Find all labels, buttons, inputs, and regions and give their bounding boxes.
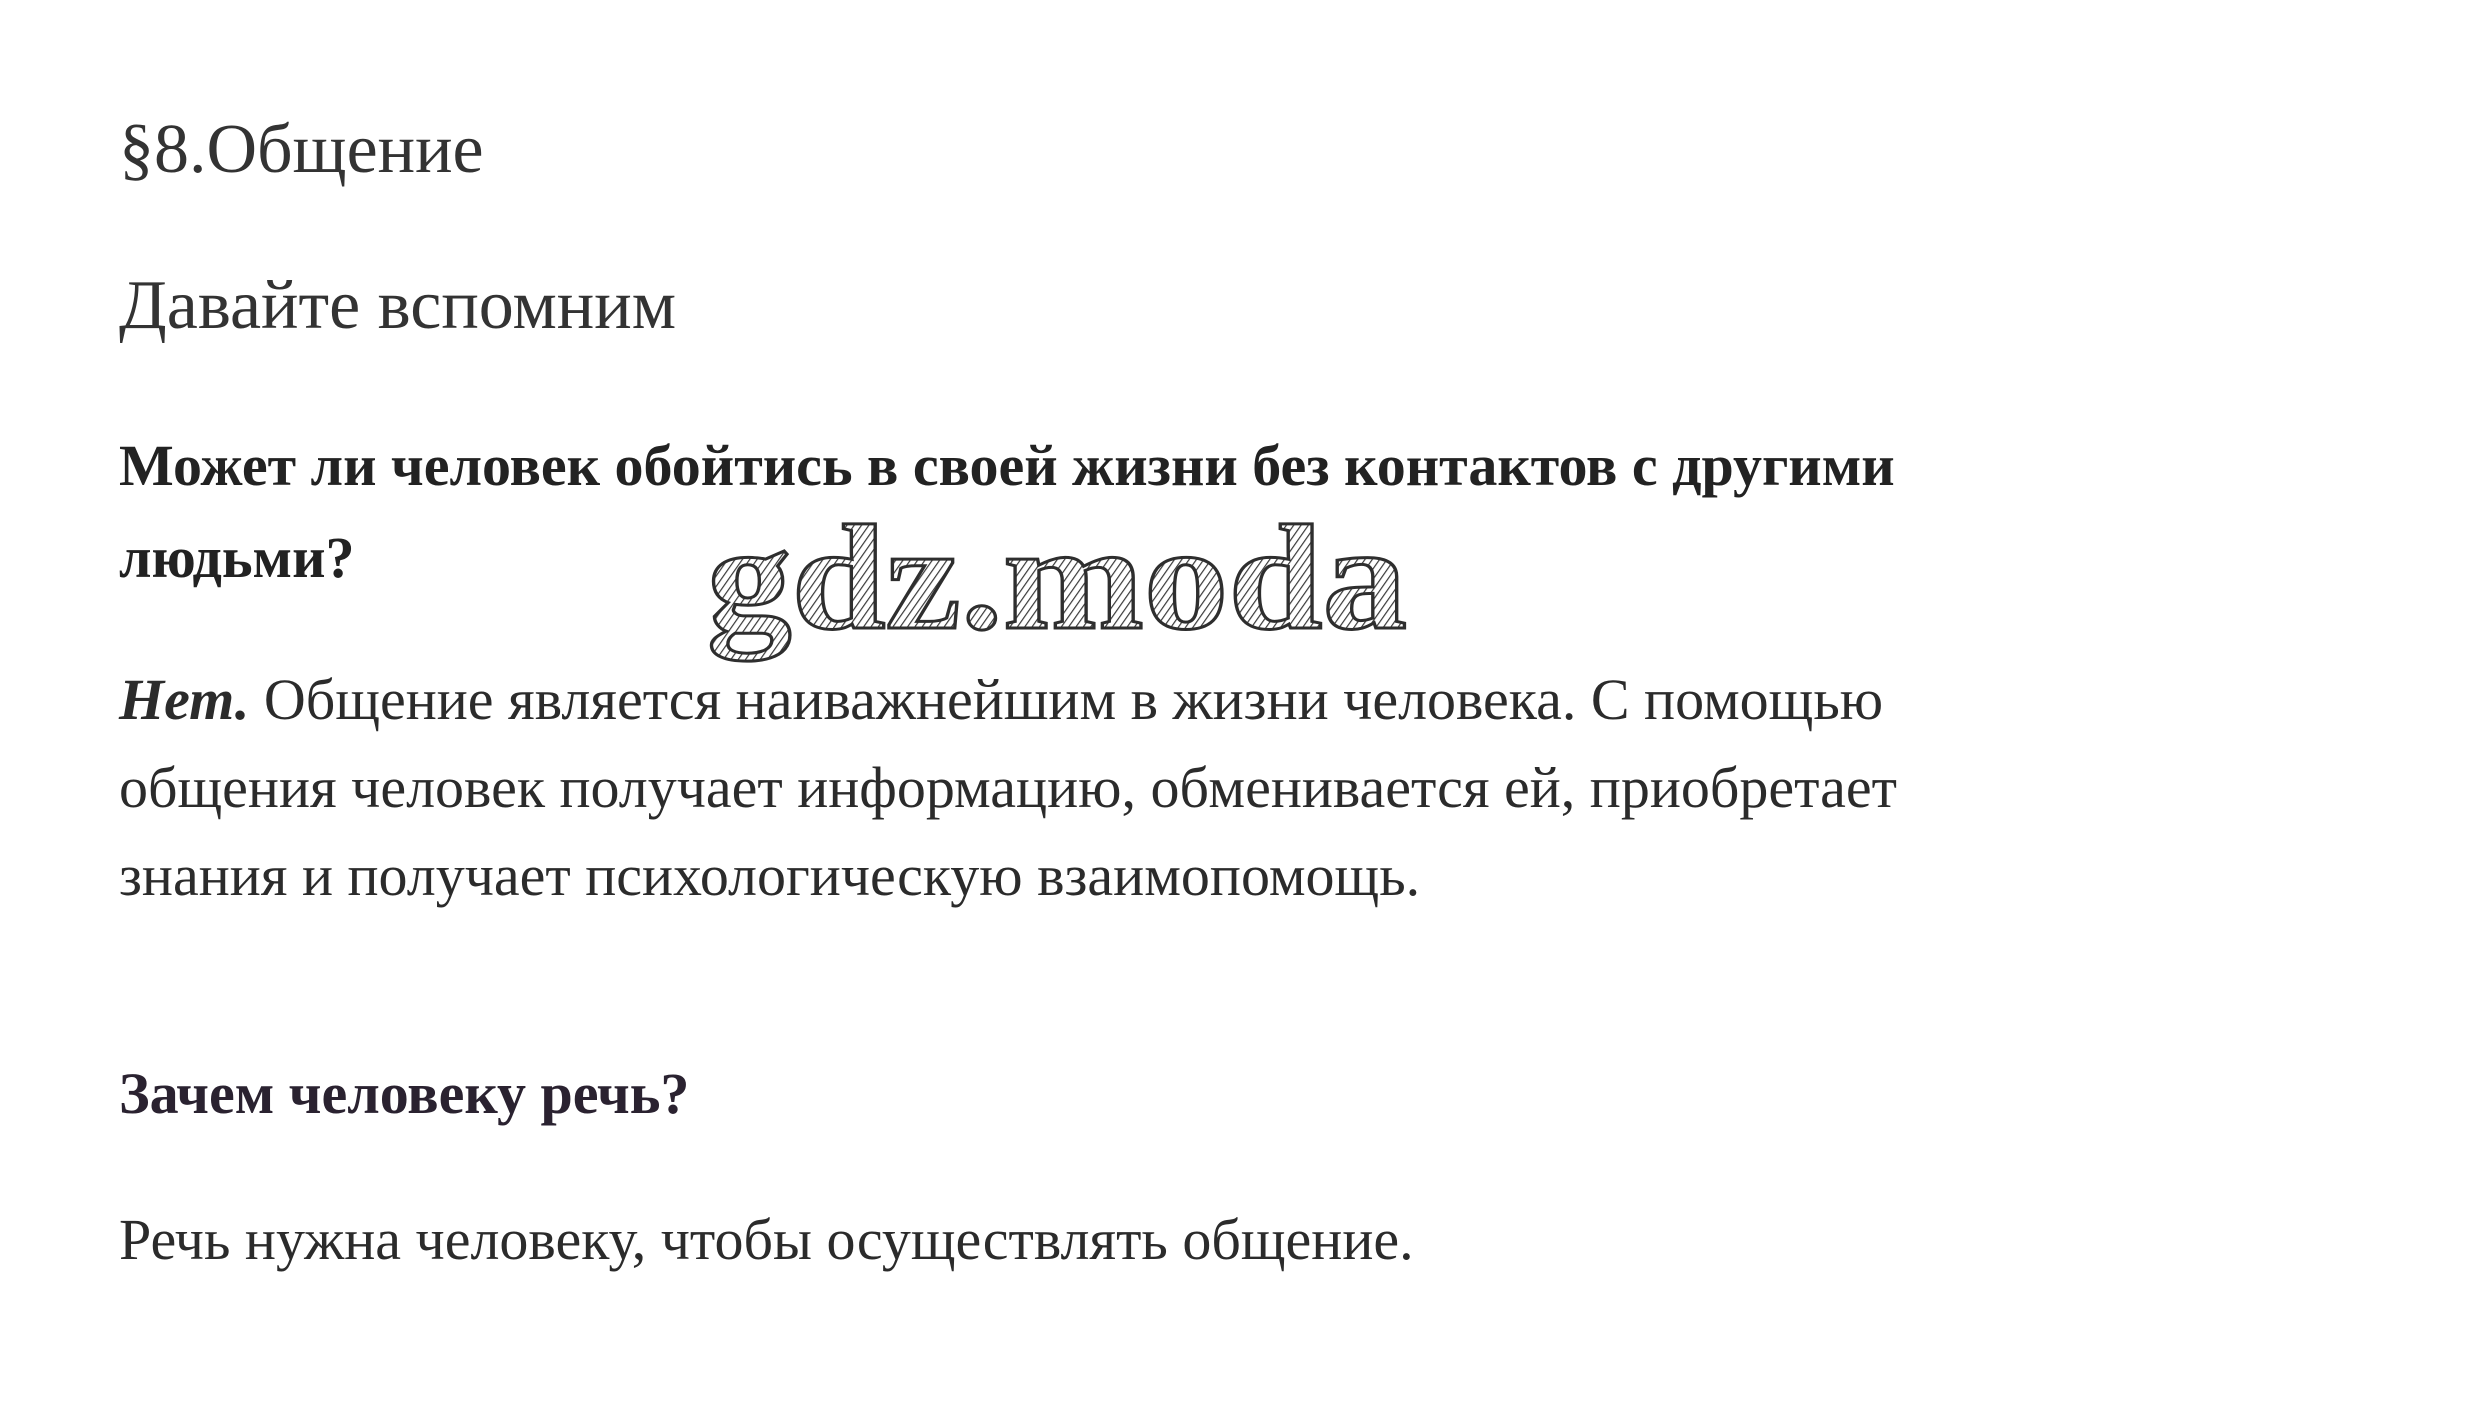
answer-1-line-1-rest: Общение является наиважнейшим в жизни человека. С помощью <box>249 667 1884 732</box>
question-1-line-1: Может ли человек обойтись в своей жизни без контактов с другими <box>119 433 1895 498</box>
answer-2: Речь нужна человеку, чтобы осуществлять общение. <box>119 1207 1414 1272</box>
answer-1 <box>119 656 1897 920</box>
question-1-line-2: людьми? <box>119 525 355 590</box>
section-title: §8.Общение <box>119 111 484 188</box>
question-2: Зачем человеку речь? <box>119 1061 690 1126</box>
answer-1-lead: Нет. <box>119 667 250 732</box>
subtitle: Давайте вспомним <box>119 267 676 344</box>
watermark-text: gdz.moda <box>707 510 1407 661</box>
watermark-logo <box>703 510 1415 670</box>
answer-1-line-2: общения человек получает информацию, обменивается ей, приобретает <box>119 755 1898 820</box>
answer-1-line-3: знания и получает психологическую взаимопомощь. <box>119 843 1421 908</box>
